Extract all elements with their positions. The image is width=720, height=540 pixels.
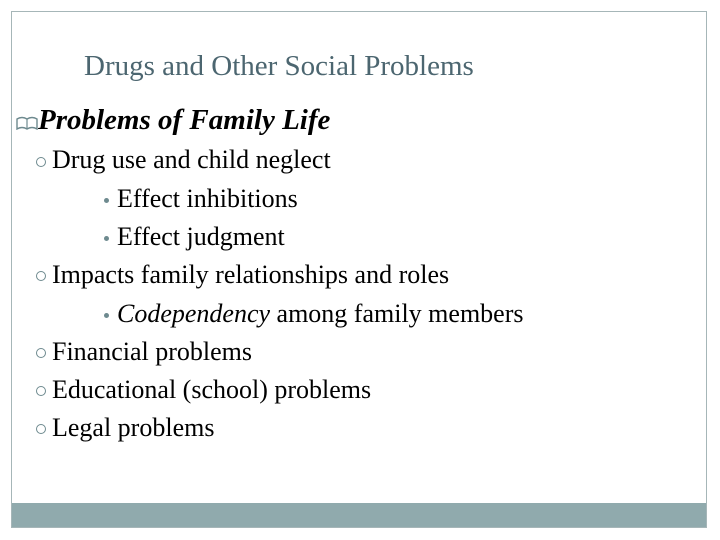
hollow-circle-icon: [36, 348, 46, 358]
hollow-circle-icon: [36, 157, 46, 167]
list-item: Effect judgment: [117, 222, 285, 251]
list-item: Effect inhibitions: [117, 184, 298, 213]
book-icon: [16, 116, 38, 130]
emphasis-term: Codependency: [117, 299, 271, 328]
dot-icon: [104, 198, 109, 203]
section-heading: Problems of Family Life: [38, 104, 331, 136]
list-item: [117, 299, 523, 329]
list-item: Drug use and child neglect: [52, 145, 331, 174]
list-item-rest: among family members: [270, 299, 524, 328]
footer-bar: [12, 503, 706, 527]
hollow-circle-icon: [36, 386, 46, 396]
list-item: Financial problems: [52, 337, 253, 366]
list-item: Educational (school) problems: [52, 375, 372, 404]
slide-title: Drugs and Other Social Problems: [84, 50, 474, 82]
dot-icon: [104, 313, 109, 318]
list-item: Legal problems: [52, 413, 215, 442]
dot-icon: [104, 236, 109, 241]
hollow-circle-icon: [36, 424, 46, 434]
list-item: Impacts family relationships and roles: [52, 260, 450, 289]
hollow-circle-icon: [36, 271, 46, 281]
